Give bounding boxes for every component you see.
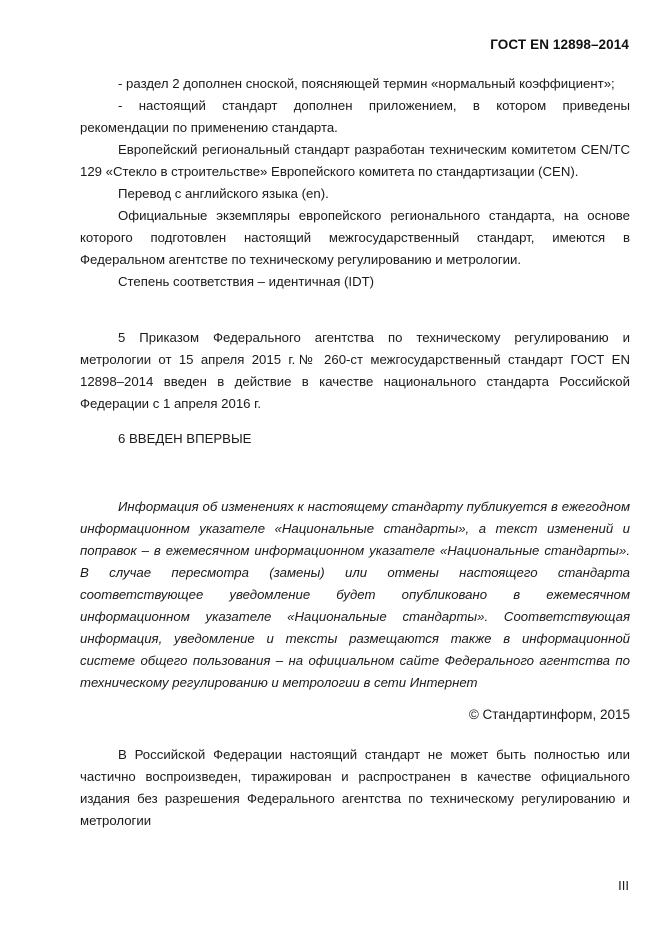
paragraph-section2-footnote: - раздел 2 дополнен сноской, поясняющей термин «нормальный коэффициент»; [118, 76, 615, 91]
paragraph-order: 5 Приказом Федерального агентства по техническому регулированию и метрологии от 15 апреля 2015 г.№ 260-ст межгосударственный стандарт ГОСТ EN 12898–2014 введен в действие в качестве национального стандарта Российской Федерации с 1 апреля 2016 г. [80, 330, 630, 411]
item-5-section [80, 327, 630, 415]
paragraph-committee: Европейский региональный стандарт разработан техническим комитетом CEN/TC 129 «Стекло в строительстве» Европейского комитета по стандартизации (CEN). [80, 142, 630, 179]
changes-notice [80, 496, 630, 694]
foreword-section [80, 73, 630, 293]
copyright-line: © Стандартинформ, 2015 [468, 707, 630, 722]
paragraph-conformity: Степень соответствия – идентичная (IDT) [118, 274, 375, 289]
paragraph-official-copies: Официальные экземпляры европейского регионального стандарта, на основе которого подготовлен настоящий межгосударственный стандарт, имеются в Федеральном агентстве по техническому регулированию и метрологии. [80, 208, 630, 267]
paragraph-first-introduced: 6 ВВЕДЕН ВПЕРВЫЕ [118, 431, 252, 446]
standard-code-header: ГОСТ EN 12898–2014 [490, 37, 629, 52]
item-6-section [80, 428, 630, 450]
page-number: III [618, 878, 629, 893]
paragraph-translation: Перевод с английского языка (en). [118, 186, 329, 201]
paragraph-changes-info: Информация об изменениях к настоящему стандарту публикуется в ежегодном информационном указателе «Национальные стандарты», а текст изменений и поправок – в ежемесячном информационном указателе «Национальные стандарты». В случае пересмотра (замены) или отмены настоящего стандарта соответствующее уведомление будет опубликовано в ежемесячном информационном указателе «Национальные стандарты». Соответствующая информация, уведомление и тексты размещаются также в информационной системе общего пользования – на официальном сайте Федерального агентства по техническому регулированию и метрологии в сети Интернет [80, 499, 630, 690]
restriction-section [80, 744, 630, 832]
paragraph-reproduction-restriction: В Российской Федерации настоящий стандарт не может быть полностью или частично воспроизведен, тиражирован и распространен в качестве официального издания без разрешения Федерального агентства по техническому регулированию и метрологии [80, 747, 630, 828]
paragraph-appendix: - настоящий стандарт дополнен приложением, в котором приведены рекомендации по применению стандарта. [80, 98, 630, 135]
